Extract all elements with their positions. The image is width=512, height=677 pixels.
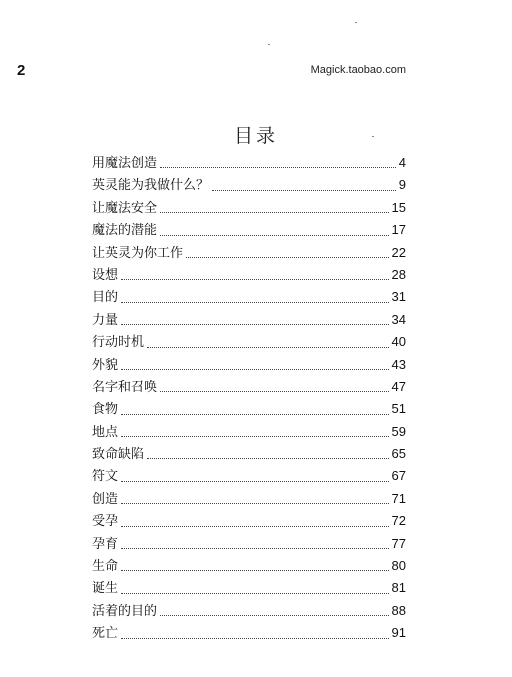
toc-entry-page: 67: [391, 468, 406, 484]
scan-speck: [268, 44, 270, 45]
dot-leader: [160, 234, 389, 236]
dot-leader: [121, 301, 389, 303]
dot-leader: [121, 278, 389, 280]
toc-entry-page: 28: [391, 266, 406, 282]
toc-entry: [92, 286, 406, 308]
toc-entry-label: 让魔法安全: [92, 200, 158, 216]
toc-entry-page: 9: [398, 177, 406, 193]
toc-entry-label: 目的: [92, 290, 119, 306]
toc-entry-page: 40: [391, 334, 406, 350]
toc-entry-label: 用魔法创造: [92, 156, 158, 171]
toc-entry: [92, 354, 406, 376]
toc-entry-label: 让英灵为你工作: [92, 245, 184, 261]
toc-entry-page: 80: [391, 558, 406, 574]
toc-entry-label: 魔法的潜能: [92, 223, 158, 239]
dot-leader: [121, 592, 389, 594]
toc-entry: [92, 443, 406, 465]
table-of-contents: [92, 152, 406, 645]
toc-entry-page: 31: [391, 289, 406, 305]
dot-leader: [121, 323, 389, 325]
toc-entry: [92, 600, 406, 622]
toc-title: 目录: [233, 125, 278, 147]
site-header: Magick.taobao.com: [310, 64, 406, 76]
toc-entry-label: 名字和召唤: [92, 379, 158, 395]
toc-entry: [92, 555, 406, 577]
toc-entry-label: 受孕: [92, 514, 119, 530]
dot-leader: [160, 390, 389, 392]
toc-entry-page: 91: [391, 625, 406, 641]
toc-entry-page: 77: [391, 535, 406, 551]
dot-leader: [121, 547, 389, 549]
toc-entry-label: 符文: [92, 469, 119, 485]
page-number: 2: [17, 62, 26, 79]
toc-entry-label: 设想: [92, 267, 119, 283]
toc-entry: [92, 398, 406, 420]
dot-leader: [121, 637, 389, 639]
toc-entry: [92, 152, 406, 174]
toc-entry: [92, 264, 406, 286]
dot-leader: [121, 525, 389, 527]
toc-entry-label: 诞生: [92, 581, 119, 597]
dot-leader: [121, 435, 389, 437]
toc-entry-label: 孕育: [92, 536, 119, 552]
toc-entry-label: 力量: [92, 312, 119, 328]
toc-entry-page: 51: [391, 401, 406, 417]
toc-entry-page: 15: [391, 199, 406, 215]
toc-entry: [92, 331, 406, 353]
toc-entry-page: 88: [391, 602, 406, 618]
toc-entry-label: 英灵能为我做什么？: [92, 178, 210, 194]
toc-entry-page: 71: [391, 490, 406, 506]
dot-leader: [121, 502, 389, 504]
toc-entry: [92, 533, 406, 555]
toc-entry: [92, 577, 406, 599]
dot-leader: [160, 166, 396, 168]
toc-entry-page: 81: [391, 580, 406, 596]
toc-entry: [92, 510, 406, 532]
toc-entry: [92, 309, 406, 331]
toc-entry: [92, 174, 406, 196]
toc-entry-page: 17: [391, 222, 406, 238]
toc-entry: [92, 219, 406, 241]
toc-entry-page: 65: [391, 446, 406, 462]
toc-entry-page: 47: [391, 378, 406, 394]
toc-entry-label: 外貌: [92, 357, 119, 373]
toc-entry-page: 72: [391, 513, 406, 529]
dot-leader: [121, 569, 389, 571]
toc-entry-page: 43: [391, 356, 406, 372]
toc-entry-page: 59: [391, 423, 406, 439]
toc-entry-label: 生命: [92, 559, 119, 575]
dot-leader: [160, 614, 389, 616]
toc-entry: [92, 242, 406, 264]
toc-entry-label: 行动时机: [92, 335, 145, 351]
toc-entry-page: 34: [391, 311, 406, 327]
toc-entry: [92, 376, 406, 398]
toc-entry-page: 22: [391, 244, 406, 260]
toc-entry-label: 地点: [92, 424, 119, 440]
toc-entry: [92, 488, 406, 510]
toc-entry-label: 死亡: [92, 626, 119, 642]
toc-entry-page: 4: [398, 155, 406, 170]
toc-entry-label: 食物: [92, 402, 119, 418]
dot-leader: [121, 413, 389, 415]
toc-entry-label: 致命缺陷: [92, 447, 145, 463]
dot-leader: [121, 368, 389, 370]
dot-leader: [212, 189, 396, 191]
scan-speck: [355, 22, 357, 23]
toc-entry: [92, 622, 406, 644]
dot-leader: [147, 346, 389, 348]
toc-entry: [92, 197, 406, 219]
toc-entry: [92, 465, 406, 487]
dot-leader: [147, 457, 389, 459]
toc-entry-label: 活着的目的: [92, 603, 158, 619]
dot-leader: [160, 211, 389, 213]
dot-leader: [186, 256, 389, 258]
toc-entry-label: 创造: [92, 491, 119, 507]
dot-leader: [121, 480, 389, 482]
toc-entry: [92, 421, 406, 443]
